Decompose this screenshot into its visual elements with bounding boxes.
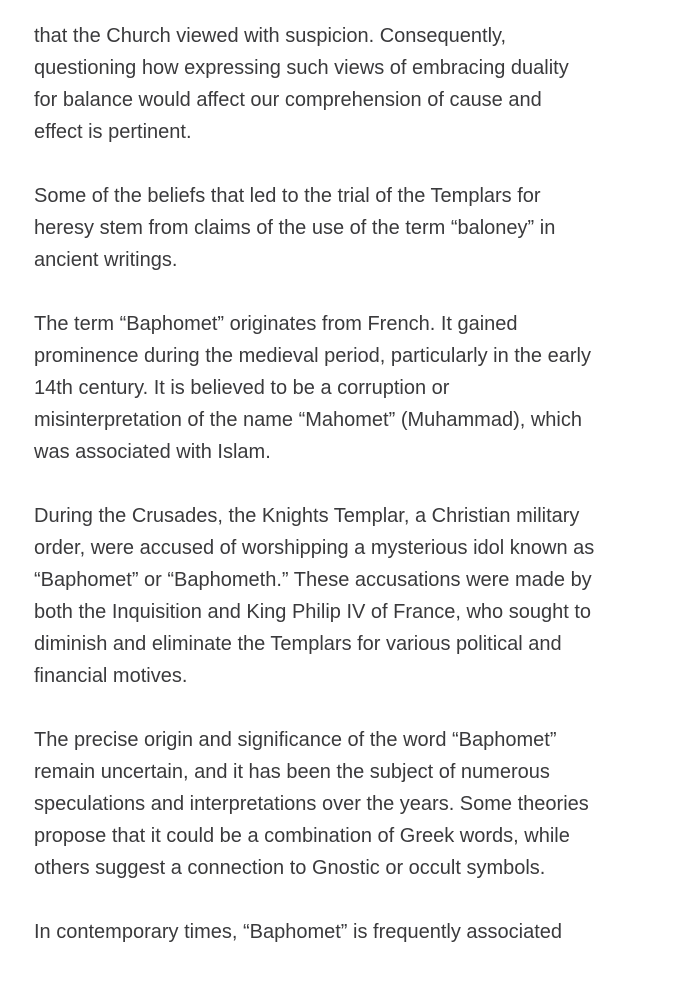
- text-line: diminish and eliminate the Templars for various political and: [34, 633, 562, 655]
- text-line: financial motives.: [34, 665, 188, 687]
- text-line: During the Crusades, the Knights Templar, a Christian military: [34, 505, 580, 527]
- text-line: others suggest a connection to Gnostic or occult symbols.: [34, 857, 546, 879]
- paragraph-1: [34, 20, 674, 148]
- text-line: questioning how expressing such views of embracing duality: [34, 57, 569, 79]
- paragraph-5: [34, 724, 674, 884]
- text-line: was associated with Islam.: [34, 441, 271, 463]
- text-line: “Baphomet” or “Baphometh.” These accusations were made by: [34, 569, 592, 591]
- text-line: prominence during the medieval period, particularly in the early: [34, 345, 591, 367]
- text-line: Some of the beliefs that led to the trial of the Templars for: [34, 185, 541, 207]
- text-line: The precise origin and significance of the word “Baphomet”: [34, 729, 557, 751]
- text-line: misinterpretation of the name “Mahomet” (Muhammad), which: [34, 409, 582, 431]
- text-line: that the Church viewed with suspicion. Consequently,: [34, 25, 507, 47]
- paragraph-2: [34, 180, 674, 276]
- text-line: order, were accused of worshipping a mysterious idol known as: [34, 537, 595, 559]
- article-body: [34, 20, 674, 980]
- text-line: both the Inquisition and King Philip IV of France, who sought to: [34, 601, 592, 623]
- text-line: In contemporary times, “Baphomet” is frequently associated: [34, 921, 563, 943]
- text-line: effect is pertinent.: [34, 121, 192, 143]
- text-line: ancient writings.: [34, 249, 178, 271]
- paragraph-6: [34, 916, 674, 948]
- text-line: for balance would affect our comprehension of cause and: [34, 89, 542, 111]
- text-line: The term “Baphomet” originates from French. It gained: [34, 313, 518, 335]
- text-line: speculations and interpretations over the years. Some theories: [34, 793, 589, 815]
- text-line: heresy stem from claims of the use of the term “baloney” in: [34, 217, 556, 239]
- paragraph-3: [34, 308, 674, 468]
- text-line: propose that it could be a combination of Greek words, while: [34, 825, 570, 847]
- paragraph-4: [34, 500, 674, 692]
- text-line: 14th century. It is believed to be a corruption or: [34, 377, 450, 399]
- text-line: remain uncertain, and it has been the subject of numerous: [34, 761, 550, 783]
